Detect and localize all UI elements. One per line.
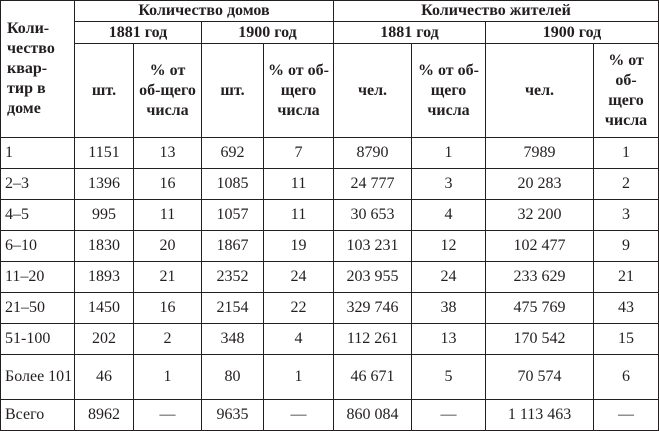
houses-1900-pct-header: % от об-щего числа <box>264 44 334 138</box>
residents-1881-pct: 12 <box>412 231 486 262</box>
residents-1900-people: 70 574 <box>486 355 594 400</box>
residents-count-header: Количество жителей <box>334 1 659 22</box>
row-label: 1 <box>1 138 75 169</box>
row-label: 6–10 <box>1 231 75 262</box>
houses-1881-pcs: 202 <box>75 324 134 355</box>
row-label: Более 101 <box>1 355 75 400</box>
total-label: Всего <box>1 400 75 431</box>
residents-1881-pct: 13 <box>412 324 486 355</box>
residents-1881-pct: 38 <box>412 293 486 324</box>
houses-1900-pcs: 348 <box>202 324 264 355</box>
residents-1881-people: 203 955 <box>334 262 412 293</box>
houses-1900-pct: 4 <box>264 324 334 355</box>
residents-1881-pct: 3 <box>412 169 486 200</box>
houses-1881-pcs-header: шт. <box>75 44 134 138</box>
residents-1881-people: 24 777 <box>334 169 412 200</box>
houses-1881-pct: 16 <box>134 169 202 200</box>
houses-1881-pct: 13 <box>134 138 202 169</box>
total-residents-1881-people: 860 084 <box>334 400 412 431</box>
total-row <box>1 400 659 431</box>
table-row <box>1 169 659 200</box>
residents-1881-pct-header: % от об-щего числа <box>412 44 486 138</box>
houses-1881-pct-header: % от об-щего числа <box>134 44 202 138</box>
houses-1881-pct: 21 <box>134 262 202 293</box>
total-residents-1900-people: 1 113 463 <box>486 400 594 431</box>
houses-1900-pcs: 80 <box>202 355 264 400</box>
residents-1900-people: 20 283 <box>486 169 594 200</box>
houses-1900-pct: 7 <box>264 138 334 169</box>
residents-1900-people: 233 629 <box>486 262 594 293</box>
residents-1900-people: 102 477 <box>486 231 594 262</box>
houses-1900-pcs: 1085 <box>202 169 264 200</box>
residents-1881-pct: 4 <box>412 200 486 231</box>
total-residents-1900-pct: — <box>594 400 659 431</box>
residents-1900-pct: 15 <box>594 324 659 355</box>
houses-1900-pct: 11 <box>264 169 334 200</box>
houses-1881-pct: 20 <box>134 231 202 262</box>
houses-1900-pcs: 1867 <box>202 231 264 262</box>
residents-year-1881-header: 1881 год <box>334 22 486 44</box>
residents-1881-pct: 24 <box>412 262 486 293</box>
residents-1881-people: 46 671 <box>334 355 412 400</box>
table-row <box>1 293 659 324</box>
houses-year-1900-header: 1900 год <box>202 22 334 44</box>
table-row <box>1 262 659 293</box>
residents-1900-pct-header: % от об-щего числа <box>594 44 659 138</box>
row-label: 21–50 <box>1 293 75 324</box>
total-houses-1881-pct: — <box>134 400 202 431</box>
total-houses-1900-pct: — <box>264 400 334 431</box>
houses-1900-pcs-header: шт. <box>202 44 264 138</box>
houses-1900-pct: 1 <box>264 355 334 400</box>
total-residents-1881-pct: — <box>412 400 486 431</box>
houses-1881-pct: 16 <box>134 293 202 324</box>
residents-1881-people: 329 746 <box>334 293 412 324</box>
table-row <box>1 355 659 400</box>
residents-1900-people: 7989 <box>486 138 594 169</box>
houses-count-header: Количество домов <box>75 1 334 22</box>
residents-1900-pct: 21 <box>594 262 659 293</box>
houses-1881-pcs: 1396 <box>75 169 134 200</box>
row-label: 11–20 <box>1 262 75 293</box>
residents-1881-people: 112 261 <box>334 324 412 355</box>
residents-1900-people: 170 542 <box>486 324 594 355</box>
row-label: 2–3 <box>1 169 75 200</box>
houses-1900-pct: 11 <box>264 200 334 231</box>
table-row <box>1 138 659 169</box>
residents-1881-people-header: чел. <box>334 44 412 138</box>
houses-1900-pcs: 692 <box>202 138 264 169</box>
houses-1900-pct: 19 <box>264 231 334 262</box>
houses-1881-pct: 2 <box>134 324 202 355</box>
table-row <box>1 200 659 231</box>
residents-1881-pct: 5 <box>412 355 486 400</box>
houses-1881-pcs: 1893 <box>75 262 134 293</box>
houses-year-1881-header: 1881 год <box>75 22 202 44</box>
residents-1881-people: 103 231 <box>334 231 412 262</box>
total-houses-1881-pcs: 8962 <box>75 400 134 431</box>
row-label: 51-100 <box>1 324 75 355</box>
table-row <box>1 231 659 262</box>
total-houses-1900-pcs: 9635 <box>202 400 264 431</box>
residents-1900-pct: 43 <box>594 293 659 324</box>
residents-1900-pct: 2 <box>594 169 659 200</box>
houses-1881-pcs: 1830 <box>75 231 134 262</box>
houses-1881-pct: 11 <box>134 200 202 231</box>
houses-1881-pcs: 46 <box>75 355 134 400</box>
residents-year-1900-header: 1900 год <box>486 22 659 44</box>
apartments-count-header: Коли-чество квар-тир в доме <box>1 1 75 138</box>
table-row <box>1 324 659 355</box>
residents-1900-people-header: чел. <box>486 44 594 138</box>
houses-1900-pcs: 2352 <box>202 262 264 293</box>
residents-1881-people: 8790 <box>334 138 412 169</box>
houses-1900-pcs: 1057 <box>202 200 264 231</box>
houses-1900-pct: 22 <box>264 293 334 324</box>
residents-1900-people: 32 200 <box>486 200 594 231</box>
residents-1900-pct: 9 <box>594 231 659 262</box>
residents-1881-people: 30 653 <box>334 200 412 231</box>
houses-1881-pcs: 1450 <box>75 293 134 324</box>
houses-1900-pcs: 2154 <box>202 293 264 324</box>
residents-1900-pct: 1 <box>594 138 659 169</box>
residents-1881-pct: 1 <box>412 138 486 169</box>
residents-1900-pct: 3 <box>594 200 659 231</box>
residents-1900-pct: 6 <box>594 355 659 400</box>
row-label: 4–5 <box>1 200 75 231</box>
houses-1881-pcs: 1151 <box>75 138 134 169</box>
residents-1900-people: 475 769 <box>486 293 594 324</box>
houses-1881-pcs: 995 <box>75 200 134 231</box>
houses-1881-pct: 1 <box>134 355 202 400</box>
houses-1900-pct: 24 <box>264 262 334 293</box>
